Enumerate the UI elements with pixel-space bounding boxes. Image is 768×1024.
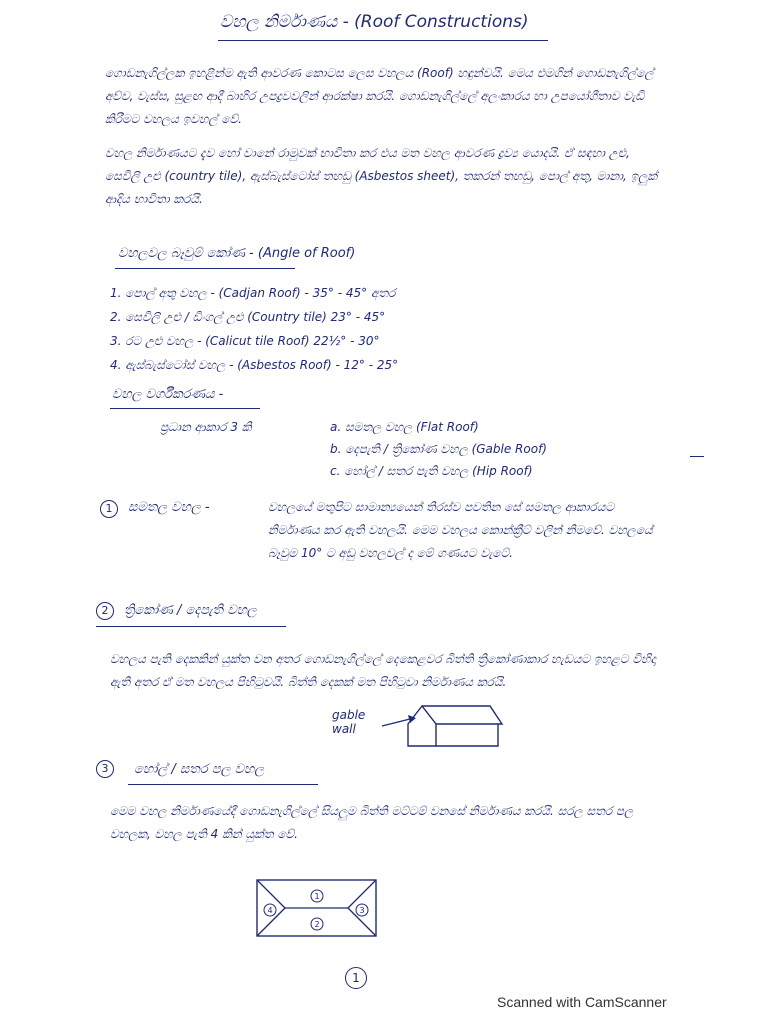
- angle-item-2: 2. සෙවිලි උළු / ඩිංගල් උළු (Country tile) 23° - 45°: [110, 310, 386, 324]
- angle-item-3: 3. රට උළු වහල - (Calicut tile Roof) 22½° - 30°: [110, 334, 380, 348]
- title-underline: [218, 40, 548, 41]
- type-item-a: a. සමතල වහල (Flat Roof): [330, 420, 479, 434]
- angle-item-1: 1. පොල් අතු වහල - (Cadjan Roof) - 35° - 45° අතර: [110, 286, 396, 300]
- section-2-heading: ත්‍රිකෝණ / දෙපැති වහල: [124, 603, 257, 618]
- intro-paragraph-1: ගොඩනැගිල්ලක ඉහළින්ම ඇති ආවරණ කොටස ලෙස වහලය (Roof) හඳුන්වයි. මෙය එමගින් ගොඩනැගිල්ලේ අව්ව, වැස්ස, සුළඟ ආදී බාහිර උපද්‍රවවලින් ආරක්ෂා කරයි. ගොඩනැගිල්ලේ අලංකාරය හා උපයෝගීතාව වැඩි කිරීමට වහලය ඉවහල් වේ.: [105, 66, 654, 126]
- gable-wall-label: gable wall: [332, 708, 366, 736]
- types-intro: ප්‍රධාන ආකාර 3 කි: [160, 420, 252, 434]
- section-3-underline: [128, 784, 318, 785]
- section-2-underline: [96, 626, 286, 627]
- face-3-label: 3: [359, 906, 365, 915]
- angle-item-4: 4. ඇස්බැස්ටෝස් වහල - (Asbestos Roof) - 12° - 25°: [110, 358, 399, 372]
- section-1-heading: සමතල වහල -: [128, 500, 210, 515]
- margin-mark: [690, 456, 704, 457]
- page-title: වහල නිර්මාණය - (Roof Constructions): [220, 12, 529, 32]
- section-3-number: 3: [96, 760, 114, 778]
- gable-roof-diagram: [380, 700, 510, 755]
- section-1-text: වහලයේ මතුපිට සාමාන්‍යයෙන් තිරස්ව පවතින සේ සමතල ආකාරයට නිර්මාණය කර ඇති වහලයි. මෙම වහලය කොන්ක්‍රීට් වලින් නිමවේ. වහලයේ බෑවුම 10° ට අඩු වහලවල් ද මේ ගණයට වැටේ.: [268, 500, 653, 560]
- angle-heading-underline: [115, 268, 295, 269]
- hip-roof-diagram: [255, 878, 380, 940]
- type-item-c: c. හෝල් / සතර පැති වහල (Hip Roof): [330, 464, 533, 478]
- intro-paragraph-2: වහල නිර්මාණයට දැව හෝ වානේ රාමුවක් භාවිතා කර එය මත වහල ආවරණ ද්‍රව්‍ය යොදයි. ඒ සඳහා උළු, සෙවිලි උළු (country tile), ඇස්බැස්ටෝස් තහඩු (Asbestos sheet), තකරන් තහඩු, පොල් අතු, මානා, ඉලුක් ආදිය භාවිතා කරයි.: [105, 146, 658, 206]
- types-heading: වහල වර්ගීකරණය -: [112, 387, 224, 402]
- scanner-watermark: Scanned with CamScanner: [497, 994, 667, 1010]
- type-item-b: b. දෙපැති / ත්‍රිකෝණ වහල (Gable Roof): [330, 442, 547, 456]
- types-heading-underline: [110, 408, 260, 409]
- face-4-label: 4: [267, 906, 273, 915]
- section-3-heading: හෝල් / සතර පල වහල: [134, 762, 265, 777]
- gable-wall-shape: [408, 706, 436, 746]
- gable-side-wall: [436, 724, 498, 746]
- face-2-label: 2: [314, 920, 320, 929]
- section-2-text: වහලය පැති දෙකකින් යුක්ත වන අතර ගොඩනැගිල්ලේ දෙකෙළවර බිත්ති ත්‍රිකෝණාකාර හැඩයට ඉහළට විහිදා ඇති අතර ඒ මත වහලය පිහිටුවයි. බිත්ති දෙකක් මත පිහිටුවා නිර්මාණය කරයි.: [110, 652, 656, 689]
- page-number: 1: [345, 967, 367, 989]
- section-2-number: 2: [96, 602, 114, 620]
- angle-heading: වහලවල බෑවුම් කෝණ - (Angle of Roof): [118, 246, 356, 261]
- section-1-number: 1: [100, 500, 118, 518]
- section-3-text: මෙම වහල නිර්මාණයේදී ගොඩනැගිල්ලේ සියලුම බිත්ති මට්ටම් වනසේ නිර්මාණය කරයි. සරල සතර පල වහලක, වහල පැති 4 කින් යුක්ත වේ.: [110, 804, 634, 841]
- face-1-label: 1: [314, 892, 320, 901]
